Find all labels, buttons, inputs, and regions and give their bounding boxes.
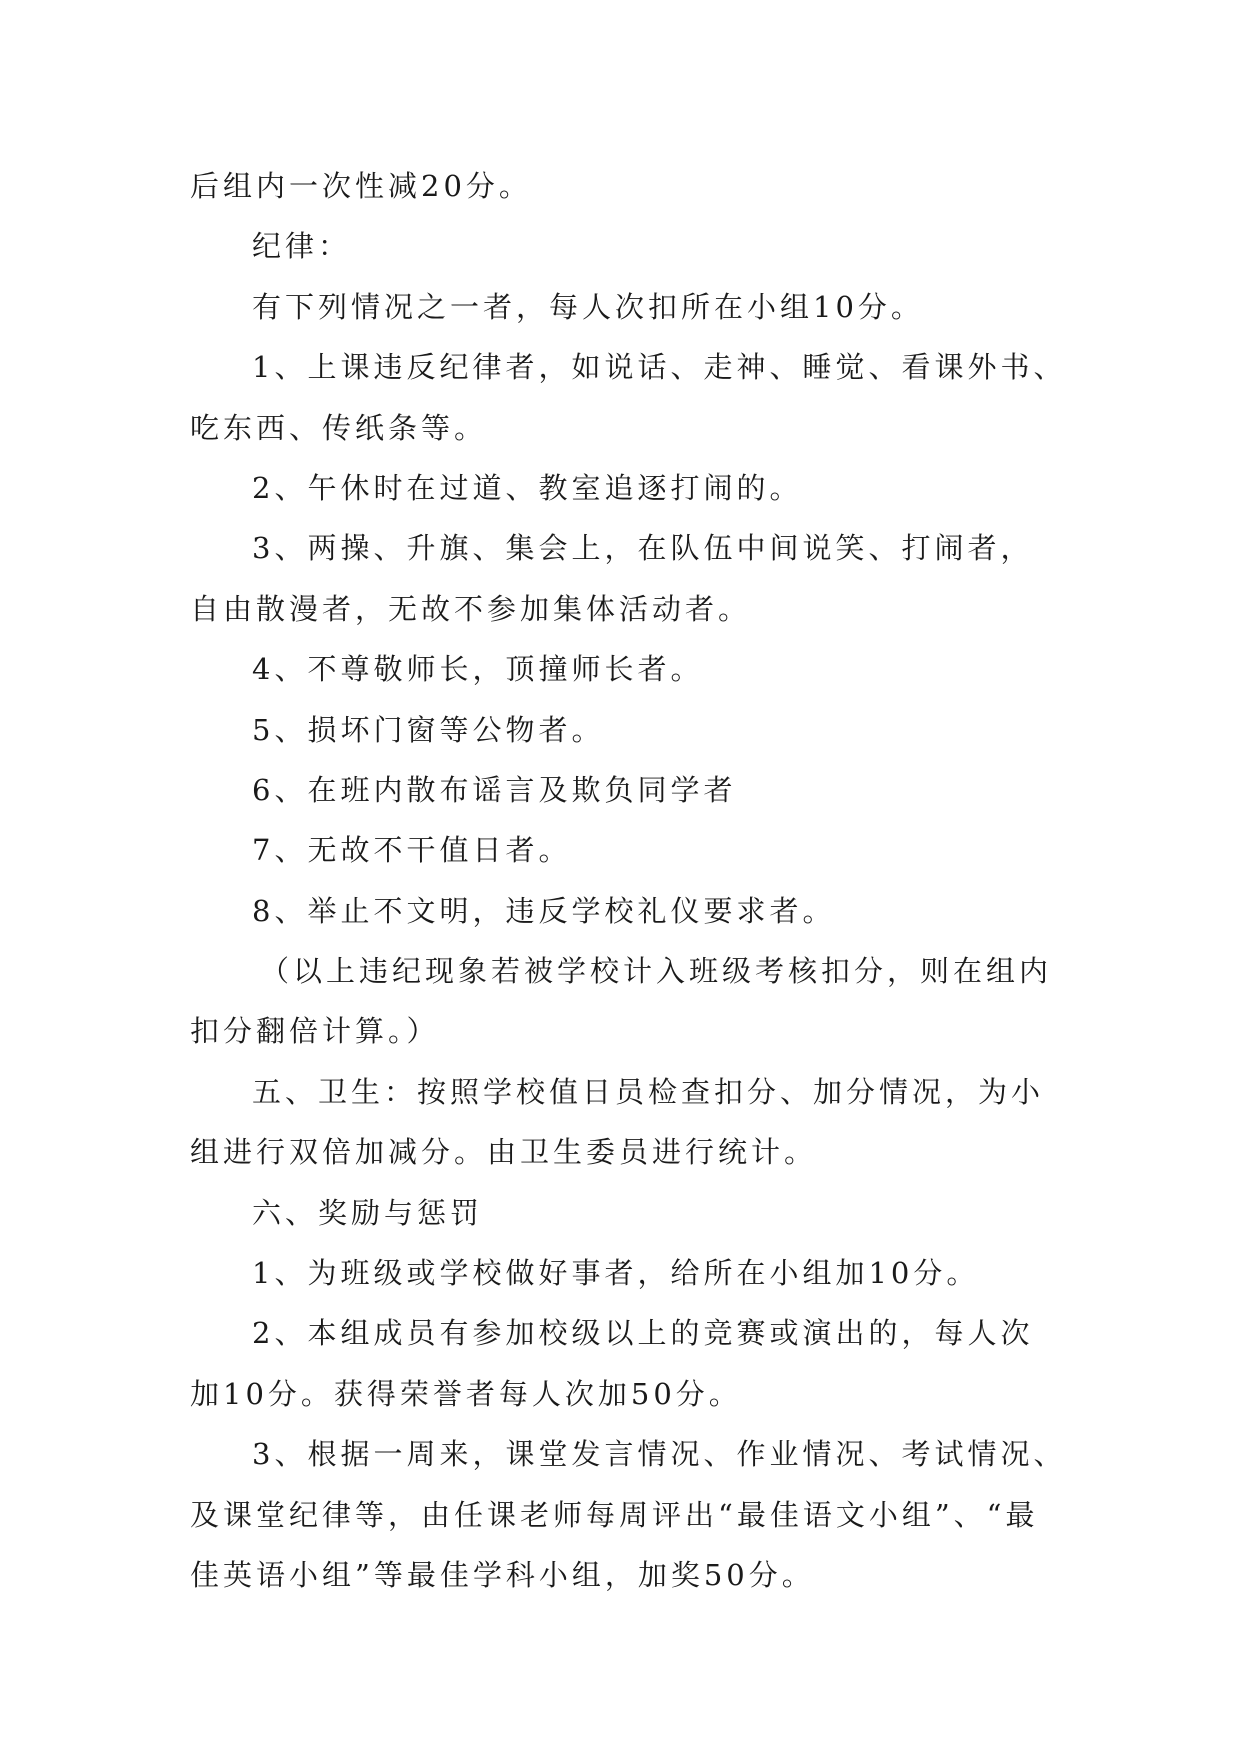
list-item: 1、上课违反纪律者，如说话、走神、睡觉、看课外书、 <box>252 350 1067 385</box>
text-line: 自由散漫者，无故不参加集体活动者。 <box>190 591 752 626</box>
text-line: 扣分翻倍计算。） <box>190 1014 440 1049</box>
section-heading-rewards: 六、奖励与惩罚 <box>252 1195 484 1230</box>
text-line: 后组内一次性减20分。 <box>190 169 532 203</box>
text-line: 佳英语小组”等最佳学科小组，加奖50分。 <box>190 1557 815 1592</box>
text-line: 吃东西、传纸条等。 <box>190 410 488 445</box>
list-item: 8、举止不文明，违反学校礼仪要求者。 <box>252 893 836 928</box>
list-item: 7、无故不干值日者。 <box>252 833 572 868</box>
text-line: 组进行双倍加减分。由卫生委员进行统计。 <box>190 1135 818 1170</box>
section-heading-hygiene: 五、卫生：按照学校值日员检查扣分、加分情况，为小 <box>252 1074 1045 1109</box>
list-item: 6、在班内散布谣言及欺负同学者 <box>252 772 737 807</box>
list-item: 1、为班级或学校做好事者，给所在小组加10分。 <box>252 1256 980 1291</box>
text-line: 及课堂纪律等，由任课老师每周评出“最佳语文小组”、“最 <box>190 1497 1039 1532</box>
list-item: 2、本组成员有参加校级以上的竞赛或演出的，每人次 <box>252 1316 1034 1351</box>
list-item: 4、不尊敬师长，顶撞师长者。 <box>252 652 704 687</box>
list-item: 2、午休时在过道、教室追逐打闹的。 <box>252 470 803 505</box>
list-item: 5、损坏门窗等公物者。 <box>252 712 605 747</box>
text-line: 加10分。获得荣誉者每人次加50分。 <box>190 1376 742 1411</box>
list-item: 3、根据一周来，课堂发言情况、作业情况、考试情况、 <box>252 1437 1067 1472</box>
text-line: 有下列情况之一者，每人次扣所在小组10分。 <box>252 289 924 324</box>
section-heading-discipline: 纪律： <box>252 229 352 264</box>
note-line: （以上违纪现象若被学校计入班级考核扣分，则在组内 <box>260 954 1053 989</box>
list-item: 3、两操、升旗、集会上，在队伍中间说笑、打闹者， <box>252 531 1034 566</box>
document-body <box>190 156 1080 1605</box>
